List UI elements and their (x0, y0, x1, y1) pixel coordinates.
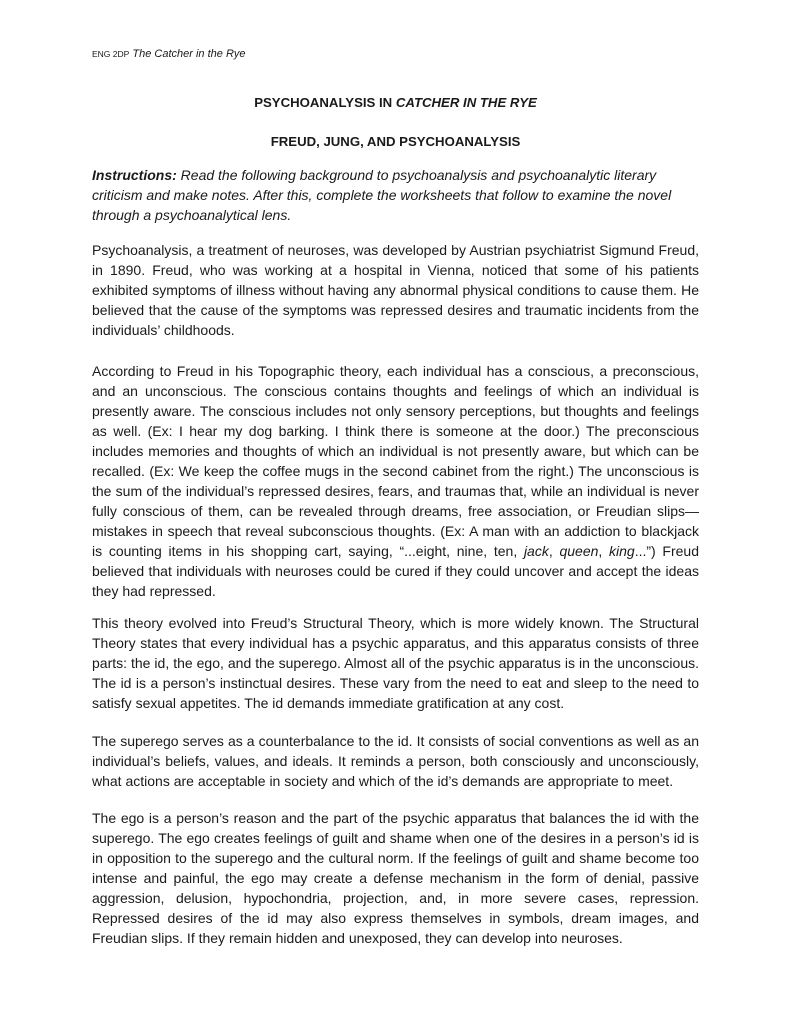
paragraph-topographic-theory (92, 361, 699, 601)
paragraph-text: According to Freud in his Topographic theory, each individual has a conscious, a preconscious, and an unconscious. The conscious contains thoughts and feelings of which an individual is presently aware. The conscious includes not only sensory perceptions, but thoughts and feelings as well. (Ex: I hear my dog barking. I think there is someone at the door.) The preconscious includes memories and thoughts of which an individual is not presently aware, but which can be recalled. (Ex: We keep the coffee mugs in the second cabinet from the right.) The unconscious is the sum of the individual’s repressed desires, fears, and traumas that, while an individual is never fully conscious of them, can be revealed through dreams, free association, or Freudian slips—mistakes in speech that reveal subconscious thoughts. (Ex: A man with an addiction to blackjack is counting items in his shopping cart, saying, “...eight, nine, ten, (92, 363, 699, 559)
word-jack: jack (523, 543, 549, 559)
title-prefix: PSYCHOANALYSIS IN (254, 95, 396, 110)
instructions-text: Read the following background to psychoanalysis and psychoanalytic literary criticism and make notes. After this, complete the worksheets that follow to examine the novel through a psychoanalytical lens. (92, 167, 672, 223)
paragraph-superego: The superego serves as a counterbalance to the id. It consists of social conventions as well as an individual’s beliefs, values, and ideals. It reminds a person, both consciously and unconsciously, what actions are acceptable in society and which of the id’s demands are appropriate to meet. (92, 733, 699, 789)
page-title (92, 94, 699, 111)
page-subtitle: FREUD, JUNG, AND PSYCHOANALYSIS (270, 134, 521, 149)
course-code: ENG 2DP (92, 49, 130, 59)
book-title: The Catcher in the Rye (132, 48, 246, 60)
paragraph-text: ...”) Freud believed that individuals with neuroses could be cured if they could uncover and accept the ideas they had repressed. (92, 543, 700, 599)
word-queen: queen (559, 543, 599, 559)
word-king: king (609, 543, 635, 559)
paragraph-ego: The ego is a person’s reason and the part of the psychic apparatus that balances the id with the superego. The ego creates feelings of guilt and shame when one of the desires in a person’s id is in opposition to the superego and the cultural norm. If the feelings of guilt and shame become too intense and painful, the ego may create a defense mechanism in the form of denial, passive aggression, delusion, hypochondria, projection, and, in more severe cases, repression. Repressed desires of the id may also express themselves in symbols, dream images, and Freudian slips. If they remain hidden and unexposed, they can develop into neuroses. (92, 810, 699, 946)
instructions-lead: Instructions: (92, 167, 177, 183)
instructions (92, 165, 699, 225)
page-header (92, 47, 246, 61)
paragraph-intro: Psychoanalysis, a treatment of neuroses, was developed by Austrian psychiatrist Sigmund Freud, in 1890. Freud, who was working at a hospital in Vienna, noticed that some of his patients exhibited symptoms of illness without having any abnormal physical conditions to cause them. He believed that the cause of the symptoms was repressed desires and traumatic incidents from the individuals’ childhoods. (92, 242, 699, 338)
separator: , (598, 543, 610, 559)
title-book: CATCHER IN THE RYE (395, 95, 537, 110)
paragraph-structural-theory: This theory evolved into Freud’s Structural Theory, which is more widely known. The Structural Theory states that every individual has a psychic apparatus, and this apparatus consists of three parts: the id, the ego, and the superego. Almost all of the psychic apparatus is in the unconscious. The id is a person’s instinctual desires. These vary from the need to eat and sleep to the need to satisfy sexual appetites. The id demands immediate gratification at any cost. (92, 615, 699, 711)
separator: , (548, 543, 560, 559)
